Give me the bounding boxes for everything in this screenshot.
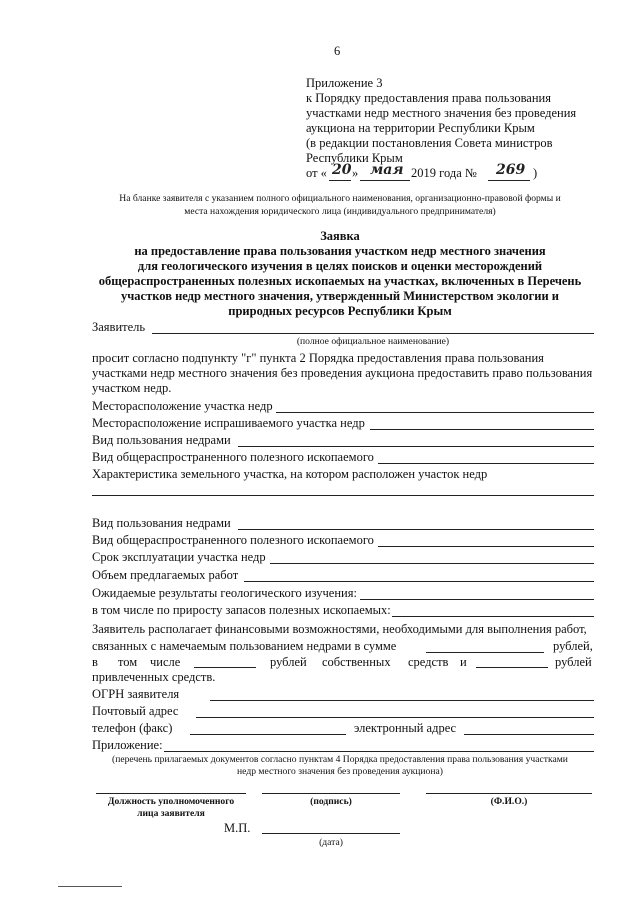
appendix-date-day: 20 xyxy=(332,162,352,178)
volume-label: Объем предлагаемых работ xyxy=(92,568,239,582)
date-month-underline xyxy=(360,180,410,181)
date-number-underline xyxy=(488,180,530,181)
date-field[interactable] xyxy=(262,833,400,834)
footnote-rule xyxy=(58,886,122,887)
finance-word: и xyxy=(460,655,467,669)
appendix-line: участками недр местного значения без проведения xyxy=(306,106,577,120)
appendix-line: аукциона на территории Республики Крым xyxy=(306,121,535,135)
phone-field[interactable] xyxy=(190,734,346,735)
volume-field[interactable] xyxy=(244,581,594,582)
position-caption: лица заявителя xyxy=(137,808,205,819)
title-word: Заявка xyxy=(320,229,360,243)
attachment-label: Приложение: xyxy=(92,738,163,752)
mineral-type-field[interactable] xyxy=(378,546,594,547)
finance-word: собственных xyxy=(322,655,391,669)
expected-field[interactable] xyxy=(360,599,594,600)
postal-label: Почтовый адрес xyxy=(92,704,179,718)
appendix-line: к Порядку предоставления права пользования xyxy=(306,91,551,105)
expected-label: Ожидаемые результаты геологического изучения: xyxy=(92,586,357,600)
mineral-type-label: Вид общераспространенного полезного ископаемого xyxy=(92,533,374,547)
position-caption: Должность уполномоченного xyxy=(107,796,235,807)
fio-field[interactable] xyxy=(426,793,592,794)
finance-line: связанных с намечаемым пользованием недрами в сумме xyxy=(92,639,397,653)
attachment-note: недр местного значения без проведения аукциона) xyxy=(237,766,443,777)
attachment-note: (перечень прилагаемых документов согласно пунктам 4 Порядка предоставления права пользования участками xyxy=(112,754,568,765)
stamp-label: М.П. xyxy=(224,821,251,835)
ogrn-label: ОГРН заявителя xyxy=(92,687,180,701)
land-char-label: Характеристика земельного участка, на котором расположен участок недр xyxy=(92,467,488,481)
signature-caption: (подпись) xyxy=(310,796,352,807)
land-char-field[interactable] xyxy=(92,495,594,496)
appendix-date-year: 2019 года № xyxy=(411,166,477,180)
finance-word: числе xyxy=(150,655,181,669)
applicant-label: Заявитель xyxy=(92,320,146,334)
use-type-label: Вид пользования недрами xyxy=(92,433,231,447)
term-field[interactable] xyxy=(270,563,594,564)
finance-sum-field[interactable] xyxy=(426,652,544,653)
appendix-line: Республики Крым xyxy=(306,151,403,165)
appendix-line: Приложение 3 xyxy=(306,76,383,90)
applicant-field[interactable] xyxy=(152,333,594,334)
title-line: для геологического изучения в целях поисков и оценки месторождений xyxy=(137,259,543,273)
blank-note-line: На бланке заявителя с указанием полного официального наименования, организационно-правовой формы и xyxy=(119,193,561,204)
attachment-field[interactable] xyxy=(164,751,594,752)
postal-field[interactable] xyxy=(196,717,594,718)
appendix-date-prefix: от « xyxy=(306,166,327,180)
mineral-type-field[interactable] xyxy=(378,463,594,464)
mineral-type-label: Вид общераспространенного полезного ископаемого xyxy=(92,450,374,464)
email-field[interactable] xyxy=(464,734,594,735)
signature-field[interactable] xyxy=(262,793,400,794)
use-type-field[interactable] xyxy=(238,529,594,530)
blank-note-line: места нахождения юридического лица (индивидуального предпринимателя) xyxy=(184,206,496,217)
page-number: 6 xyxy=(334,44,341,58)
location-label: Месторасположение участка недр xyxy=(92,399,273,413)
appendix-date-month: мая xyxy=(370,162,404,178)
date-caption: (дата) xyxy=(319,837,343,848)
title-line: природных ресурсов Республики Крым xyxy=(228,304,452,318)
date-day-underline xyxy=(329,180,351,181)
own-funds-field[interactable] xyxy=(194,667,256,668)
term-label: Срок эксплуатации участка недр xyxy=(92,550,266,564)
title-line: на предоставление права пользования участком недр местного значения xyxy=(134,244,546,258)
appendix-line: (в редакции постановления Совета министров xyxy=(306,136,553,150)
requested-location-field[interactable] xyxy=(370,429,594,430)
request-line: участком недр. xyxy=(92,381,172,395)
finance-line: привлеченных средств. xyxy=(92,670,216,684)
use-type-label: Вид пользования недрами xyxy=(92,516,231,530)
location-field[interactable] xyxy=(276,412,594,413)
applicant-note: (полное официальное наименование) xyxy=(296,336,450,347)
finance-line-end: рублей, xyxy=(553,639,593,653)
finance-word: в xyxy=(92,655,98,669)
phone-label: телефон (факс) xyxy=(92,721,173,735)
reserves-label: в том числе по приросту запасов полезных ископаемых: xyxy=(92,603,391,617)
finance-word: рублей xyxy=(555,655,592,669)
fio-caption: (Ф.И.О.) xyxy=(490,796,528,807)
raised-funds-field[interactable] xyxy=(476,667,548,668)
finance-word: рублей xyxy=(270,655,307,669)
requested-location-label: Месторасположение испрашиваемого участка недр xyxy=(92,416,365,430)
position-field[interactable] xyxy=(96,793,246,794)
use-type-field[interactable] xyxy=(238,446,594,447)
appendix-date-suffix: ) xyxy=(533,166,538,180)
finance-line: Заявитель располагает финансовыми возможностями, необходимыми для выполнения работ, xyxy=(92,622,587,636)
reserves-field[interactable] xyxy=(392,616,594,617)
finance-word: том xyxy=(118,655,138,669)
ogrn-field[interactable] xyxy=(210,700,594,701)
title-line: участков недр местного значения, утвержденный Министерством экологии и xyxy=(120,289,560,303)
finance-word: средств xyxy=(408,655,449,669)
request-line: просит согласно подпункту "г" пункта 2 Порядка предоставления права пользования xyxy=(92,351,544,365)
appendix-date-mid: » xyxy=(352,166,359,180)
appendix-date-number: 269 xyxy=(496,162,526,178)
title-line: общераспространенных полезных ископаемых на участках, включенных в Перечень xyxy=(98,274,582,288)
request-line: участками недр местного значения без проведения аукциона предоставить право пользования xyxy=(92,366,593,380)
email-label: электронный адрес xyxy=(354,721,457,735)
